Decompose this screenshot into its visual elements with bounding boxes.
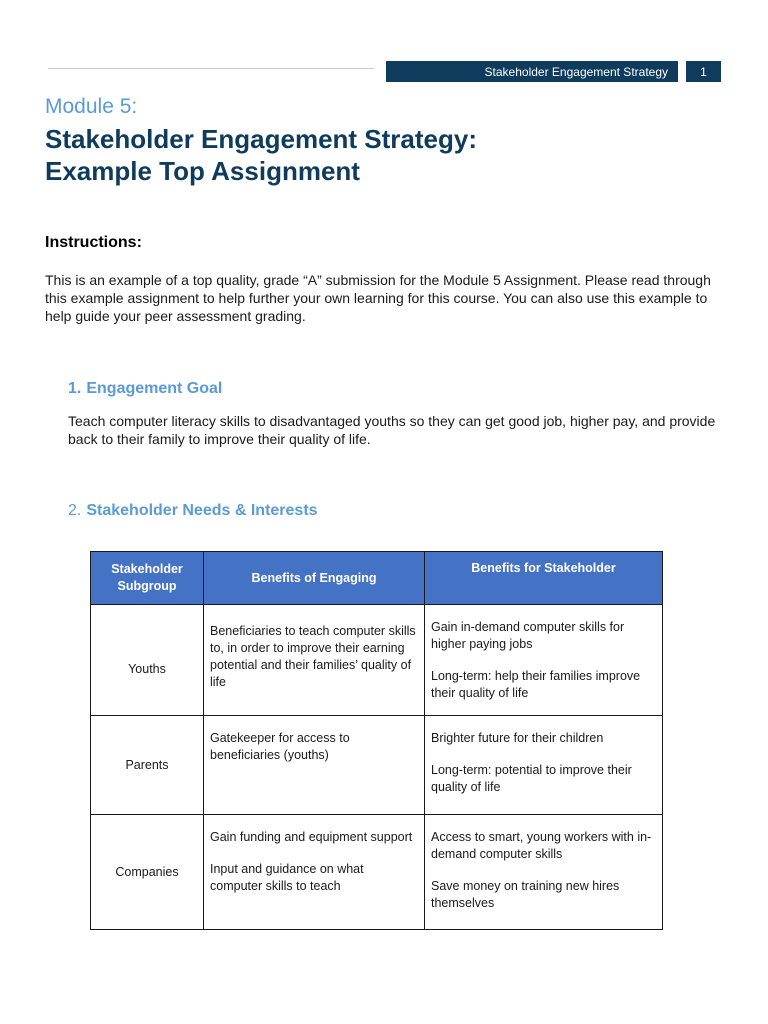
subgroup-cell: Parents	[91, 716, 204, 815]
subgroup-cell: Companies	[91, 815, 204, 930]
column-header: Stakeholder Subgroup	[91, 552, 204, 605]
page-title	[45, 123, 725, 187]
engaging-cell	[204, 815, 425, 930]
running-header-title	[386, 61, 678, 82]
column-header: Benefits of Engaging	[204, 552, 425, 605]
section-title: Engagement Goal	[86, 380, 223, 397]
table-row	[91, 605, 663, 716]
stakeholder-table	[90, 551, 663, 930]
table-row	[91, 716, 663, 815]
cell-paragraph: Save money on training new hires themselves	[431, 879, 620, 910]
cell-paragraph: Long-term: help their families improve their quality of life	[431, 669, 641, 700]
section-number: 2.	[68, 502, 82, 519]
cell-paragraph: Access to smart, young workers with in-demand computer skills	[431, 830, 652, 861]
stakeholder-cell	[425, 605, 663, 716]
section-title: Stakeholder Needs & Interests	[86, 502, 318, 519]
cell-paragraph: Gatekeeper for access to beneficiaries (youths)	[210, 731, 350, 762]
title-line-2: Example Top Assignment	[45, 156, 360, 186]
engagement-goal-body: Teach computer literacy skills to disadvantaged youths so they can get good job, higher pay, and provide back to their family to improve their quality of life.	[68, 413, 716, 447]
section-heading-stakeholder-needs	[68, 502, 318, 520]
running-header-text: Stakeholder Engagement Strategy	[484, 64, 668, 79]
engaging-cell	[204, 605, 425, 716]
cell-paragraph: Beneficiaries to teach computer skills to, in order to improve their earning potential and their families’ quality of life	[210, 624, 416, 689]
table-header-row	[91, 552, 663, 605]
header-rule	[48, 68, 374, 69]
subgroup-cell: Youths	[91, 605, 204, 716]
column-header: Benefits for Stakeholder	[425, 552, 663, 605]
stakeholder-cell	[425, 815, 663, 930]
page-number: 1	[700, 64, 707, 79]
cell-paragraph: Input and guidance on what computer skills to teach	[210, 862, 364, 893]
cell-paragraph: Gain in-demand computer skills for higher paying jobs	[431, 620, 625, 651]
title-line-1: Stakeholder Engagement Strategy:	[45, 124, 477, 154]
cell-paragraph: Brighter future for their children	[431, 731, 604, 745]
cell-paragraph: Long-term: potential to improve their quality of life	[431, 763, 632, 794]
instructions-body: This is an example of a top quality, grade “A” submission for the Module 5 Assignment. Please read through this example assignment to help further your own learning for this course. You can also use this example to help guide your peer assessment grading.	[45, 272, 711, 324]
cell-paragraph: Gain funding and equipment support	[210, 830, 413, 844]
table-row	[91, 815, 663, 930]
section-heading-engagement-goal	[68, 380, 222, 398]
module-label: Module 5:	[45, 95, 138, 118]
stakeholder-cell	[425, 716, 663, 815]
section-number: 1.	[68, 380, 82, 397]
instructions-heading: Instructions:	[45, 234, 142, 251]
page-number-box	[686, 61, 721, 82]
engaging-cell	[204, 716, 425, 815]
